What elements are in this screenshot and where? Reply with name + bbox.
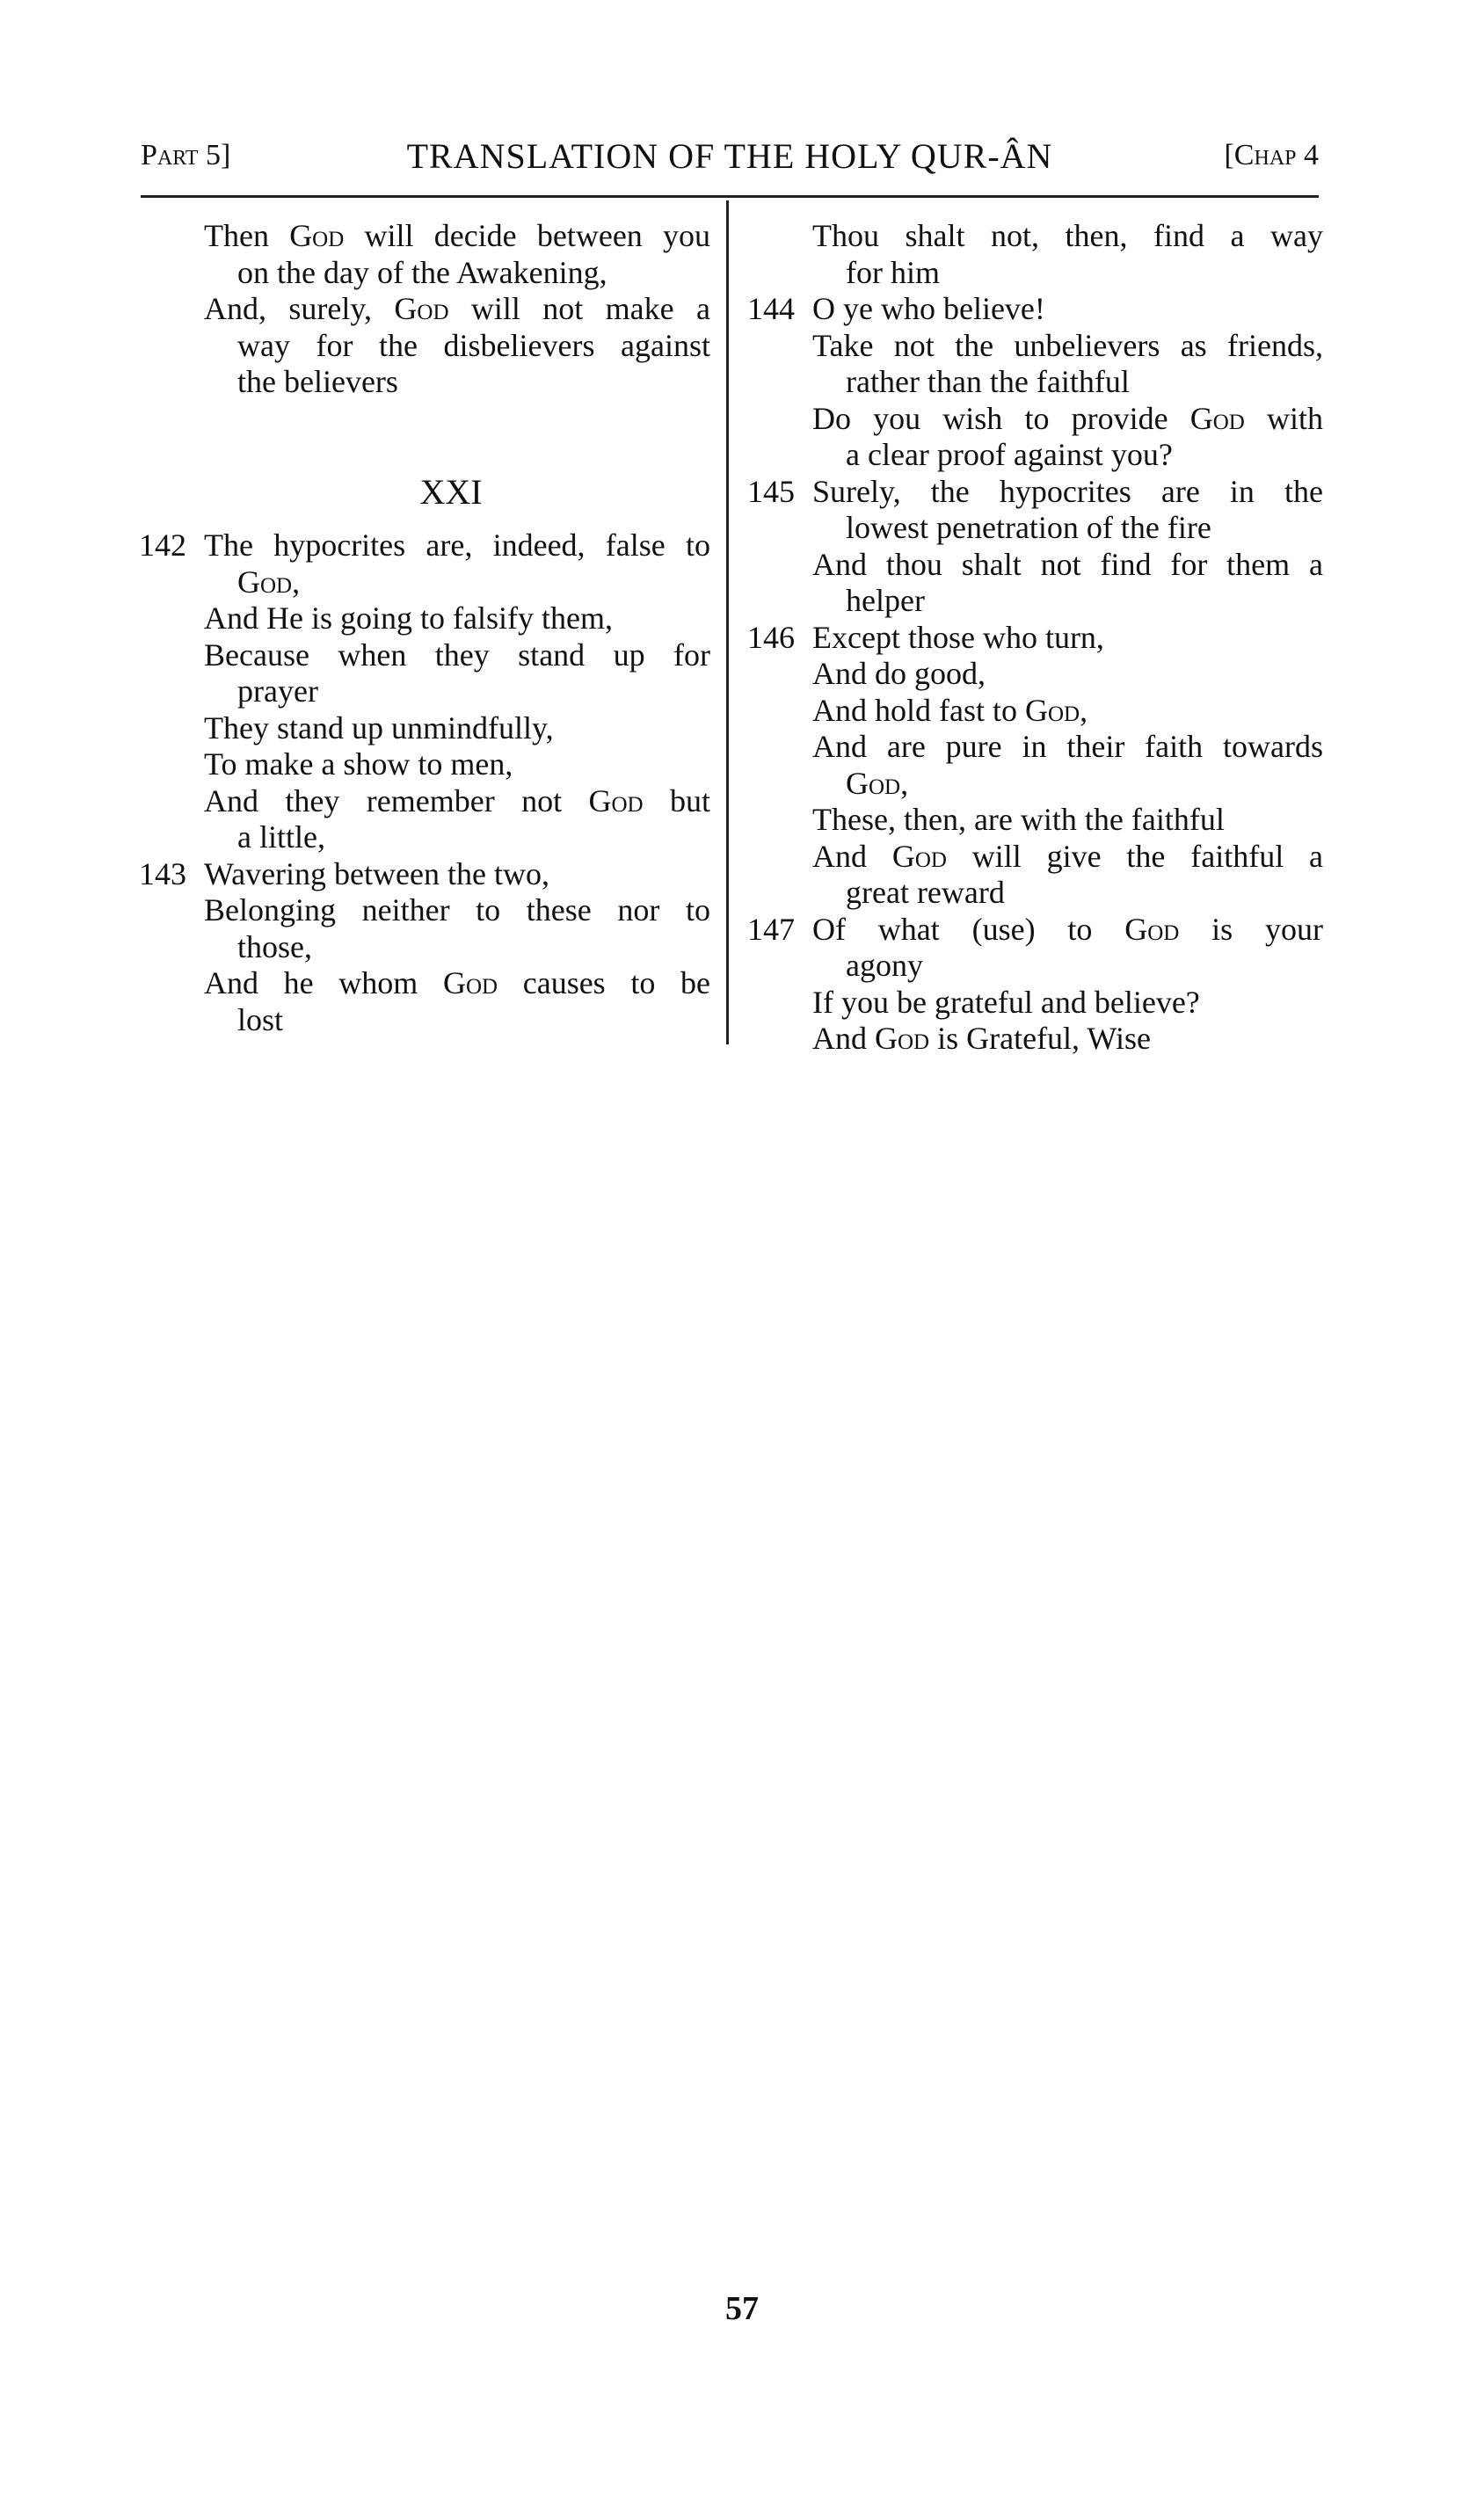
verse-text: And God is Grateful, Wise: [812, 1021, 1151, 1056]
header-rule: [141, 195, 1319, 198]
verse-text: way for the disbelievers against: [237, 327, 710, 363]
verse-line: [747, 1021, 1323, 1058]
verse-number: 146: [747, 619, 795, 655]
verse-line: [747, 875, 1323, 912]
small-caps-word: God: [588, 782, 644, 818]
verse-line: [139, 291, 710, 328]
verse-text: To make a show to men,: [204, 746, 513, 782]
verse-line: [747, 693, 1323, 730]
section-gap: [139, 510, 710, 527]
verse-line: [747, 364, 1323, 401]
verse-line: [139, 527, 710, 564]
verse-text: prayer: [237, 673, 318, 709]
verse-text: Because when they stand up for: [204, 636, 710, 673]
verse-line: [139, 892, 710, 929]
section-heading: XXI: [419, 471, 483, 512]
verse-text: And, surely, God will not make a: [204, 291, 710, 326]
running-header: [141, 132, 1319, 181]
verse-text: God,: [846, 765, 909, 801]
left-column: [139, 218, 710, 1038]
verse-line: [139, 1002, 710, 1039]
small-caps-word: God: [442, 965, 498, 1000]
verse-text: And he whom God causes to be: [204, 965, 710, 1000]
verse-line: [747, 255, 1323, 292]
verse-line: [747, 656, 1323, 693]
verse-text: And are pure in their faith towards: [812, 729, 1323, 764]
verse-line: [747, 547, 1323, 584]
verse-text: great reward: [846, 875, 1005, 910]
small-caps-word: God: [1189, 400, 1245, 436]
verse-line: [139, 673, 710, 710]
verse-text: O ye who believe!: [812, 291, 1045, 326]
section-gap: [139, 401, 710, 474]
verse-text: a clear proof against you?: [846, 437, 1173, 472]
small-caps-word: God: [1124, 911, 1180, 947]
verse-text: They stand up unmindfully,: [204, 709, 554, 746]
verse-line: [747, 839, 1323, 876]
verse-text: lowest penetration of the fire: [846, 510, 1211, 545]
verse-number: 142: [139, 527, 186, 563]
verse-text: rather than the faithful: [846, 364, 1130, 399]
verse-line: [139, 564, 710, 601]
right-column: [747, 218, 1323, 1058]
verse-line: [139, 637, 710, 674]
verse-text: on the day of the Awakening,: [237, 254, 607, 290]
verse-line: [139, 600, 710, 637]
verse-line: [139, 255, 710, 292]
page-number: 57: [725, 2290, 759, 2327]
verse-text: Surely, the hypocrites are in the: [812, 473, 1323, 509]
verse-text: And hold fast to God,: [812, 692, 1088, 728]
small-caps-word: God: [1024, 692, 1080, 728]
verse-text: Do you wish to provide God with: [812, 400, 1323, 436]
part-label: Part 5]: [141, 139, 231, 171]
verse-line: [139, 328, 710, 365]
verse-text: And He is going to falsify them,: [204, 600, 613, 636]
verse-line: [139, 929, 710, 966]
verse-number: 144: [747, 291, 795, 326]
verse-line: [747, 218, 1323, 255]
verse-line: [747, 437, 1323, 474]
small-caps-word: God: [394, 291, 449, 326]
verse-number: 147: [747, 911, 795, 947]
verse-text: Take not the unbelievers as friends,: [812, 327, 1323, 363]
verse-text: a little,: [237, 819, 325, 855]
verse-text: If you be grateful and believe?: [812, 984, 1200, 1020]
verse-number: 145: [747, 473, 795, 509]
verse-text: God,: [237, 564, 301, 600]
verse-text: Then God will decide between you: [204, 218, 710, 253]
verse-line: [747, 291, 1323, 328]
verse-line: [747, 729, 1323, 766]
verse-line: [139, 364, 710, 401]
verse-line: [747, 766, 1323, 803]
small-caps-word: God: [289, 218, 345, 253]
chapter-label: [Chap 4: [1224, 139, 1319, 171]
small-caps-word: God: [237, 564, 293, 600]
verse-text: And they remember not God but: [204, 782, 710, 818]
verse-text: those,: [237, 928, 312, 964]
verse-line: [747, 912, 1323, 949]
verse-line: [139, 218, 710, 255]
column-divider: [726, 200, 729, 1044]
running-title: TRANSLATION OF THE HOLY QUR-ÂN: [406, 136, 1053, 176]
verse-line: [747, 510, 1323, 547]
verse-text: Thou shalt not, then, find a way: [812, 218, 1323, 253]
verse-line: [747, 474, 1323, 511]
verse-text: Except those who turn,: [812, 619, 1104, 655]
verse-text: lost: [237, 1001, 284, 1037]
verse-text: helper: [846, 583, 925, 618]
verse-number: 143: [139, 855, 186, 891]
verse-text: Wavering between the two,: [204, 855, 549, 891]
small-caps-word: God: [846, 765, 901, 801]
verse-text: the believers: [237, 364, 398, 399]
verse-line: [139, 710, 710, 747]
verse-text: And do good,: [812, 656, 986, 691]
verse-line: [747, 328, 1323, 365]
verse-line: [139, 856, 710, 893]
verse-line: [747, 985, 1323, 1022]
small-caps-word: God: [891, 838, 947, 874]
verse-text: for him: [846, 254, 940, 290]
verse-text: Belonging neither to these nor to: [204, 892, 710, 927]
verse-text: And God will give the faithful a: [812, 838, 1323, 874]
verse-line: [139, 819, 710, 856]
verse-text: agony: [846, 948, 923, 983]
verse-line: [747, 620, 1323, 657]
verse-line: [139, 783, 710, 820]
verse-line: [747, 583, 1323, 620]
verse-text: And thou shalt not find for them a: [812, 546, 1323, 582]
verse-line: [747, 401, 1323, 438]
verse-text: These, then, are with the faithful: [812, 802, 1225, 837]
verse-line: [139, 965, 710, 1002]
verse-text: Of what (use) to God is your: [812, 911, 1323, 947]
verse-text: The hypocrites are, indeed, false to: [204, 527, 710, 563]
verse-line: [139, 746, 710, 783]
verse-line: [747, 802, 1323, 839]
small-caps-word: God: [875, 1021, 930, 1056]
verse-line: [747, 948, 1323, 985]
